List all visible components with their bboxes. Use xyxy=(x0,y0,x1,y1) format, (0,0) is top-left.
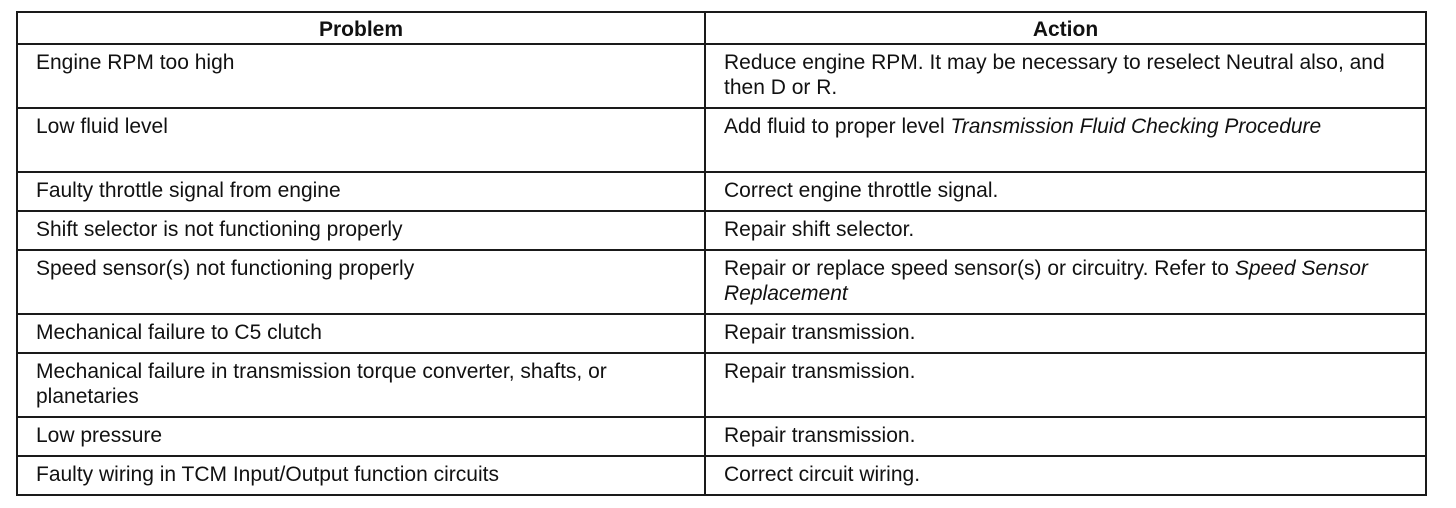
action-text: Repair transmission. xyxy=(724,321,916,344)
table-row xyxy=(17,44,1426,108)
problem-cell: Shift selector is not functioning properly xyxy=(17,211,705,250)
problem-cell: Low pressure xyxy=(17,417,705,456)
procedure-reference: Transmission Fluid Checking Procedure xyxy=(950,115,1322,138)
problem-cell: Mechanical failure to C5 clutch xyxy=(17,314,705,353)
problem-header: Problem xyxy=(17,12,705,44)
action-text: Correct circuit wiring. xyxy=(724,463,921,486)
table-row xyxy=(17,250,1426,314)
action-text: Repair transmission. xyxy=(724,360,916,383)
action-cell xyxy=(705,314,1426,353)
problem-cell: Low fluid level xyxy=(17,108,705,172)
problem-cell: Speed sensor(s) not functioning properly xyxy=(17,250,705,314)
procedure-reference: Speed Sensor Replacement xyxy=(724,257,1368,305)
action-text: Repair or replace speed sensor(s) or circuitry. Refer to xyxy=(724,257,1235,280)
action-text: Add fluid to proper level xyxy=(724,115,951,138)
action-cell xyxy=(705,172,1426,211)
action-cell xyxy=(705,44,1426,108)
table-row xyxy=(17,353,1426,417)
table-row xyxy=(17,417,1426,456)
action-text: Reduce engine RPM. It may be necessary to reselect Neutral also, and then D or R. xyxy=(724,51,1385,99)
header-row xyxy=(17,12,1426,44)
action-cell xyxy=(705,211,1426,250)
table-row xyxy=(17,314,1426,353)
action-cell xyxy=(705,353,1426,417)
action-cell xyxy=(705,108,1426,172)
problem-cell: Engine RPM too high xyxy=(17,44,705,108)
problem-cell: Mechanical failure in transmission torque converter, shafts, or planetaries xyxy=(17,353,705,417)
problem-cell: Faulty throttle signal from engine xyxy=(17,172,705,211)
action-cell xyxy=(705,250,1426,314)
troubleshooting-table xyxy=(16,11,1427,496)
table-row xyxy=(17,456,1426,495)
table-row xyxy=(17,211,1426,250)
action-text: Repair shift selector. xyxy=(724,218,915,241)
action-text: Correct engine throttle signal. xyxy=(724,179,999,202)
action-cell xyxy=(705,456,1426,495)
action-cell xyxy=(705,417,1426,456)
table-row xyxy=(17,108,1426,172)
action-text: Repair transmission. xyxy=(724,424,916,447)
problem-cell: Faulty wiring in TCM Input/Output function circuits xyxy=(17,456,705,495)
action-header: Action xyxy=(705,12,1426,44)
table-row xyxy=(17,172,1426,211)
